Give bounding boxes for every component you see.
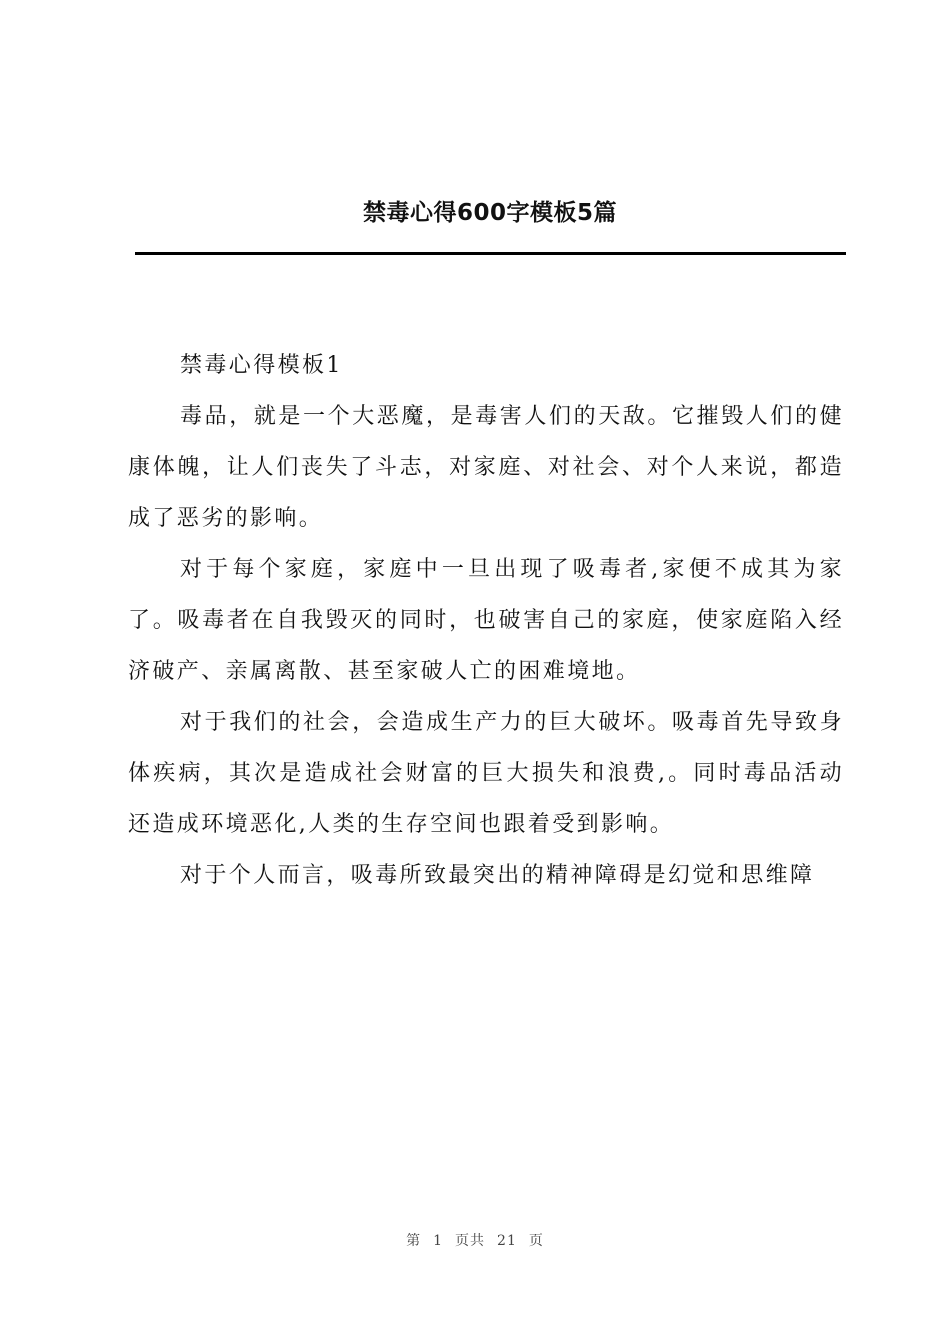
footer-total-pages: 21 bbox=[497, 1233, 517, 1249]
footer-page-number: 1 bbox=[433, 1233, 444, 1249]
document-title: 禁毒心得600字模板5篇 bbox=[362, 200, 617, 226]
footer-page-label: 第 bbox=[406, 1233, 422, 1249]
footer-page-of-label: 页共 bbox=[455, 1233, 486, 1249]
paragraph: 对于我们的社会，会造成生产力的巨大破坏。吸毒首先导致身体疾病，其次是造成社会财富的巨大损失和浪费,。同时毒品活动还造成环境恶化,人类的生存空间也跟着受到影响。 bbox=[128, 710, 844, 837]
page-footer bbox=[0, 1230, 950, 1250]
document-body bbox=[128, 340, 844, 901]
paragraph: 对于每个家庭，家庭中一旦出现了吸毒者,家便不成其为家了。吸毒者在自我毁灭的同时，也破害自己的家庭，使家庭陷入经济破产、亲属离散、甚至家破人亡的困难境地。 bbox=[128, 557, 844, 684]
footer-page-suffix: 页 bbox=[528, 1233, 544, 1249]
paragraph: 毒品，就是一个大恶魔，是毒害人们的天敌。它摧毁人们的健康体魄，让人们丧失了斗志，对家庭、对社会、对个人来说，都造成了恶劣的影响。 bbox=[128, 404, 844, 531]
paragraph: 对于个人而言，吸毒所致最突出的精神障碍是幻觉和思维障 bbox=[180, 863, 815, 888]
section-heading: 禁毒心得模板1 bbox=[180, 353, 343, 378]
title-underline bbox=[135, 252, 846, 255]
